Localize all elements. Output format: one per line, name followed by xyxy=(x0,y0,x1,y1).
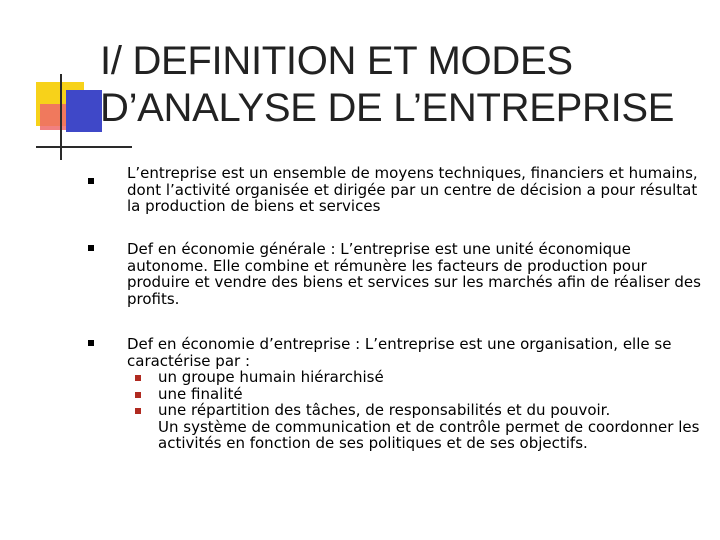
slide-title xyxy=(100,38,680,132)
sub-list-item xyxy=(127,369,702,386)
sub-list-item xyxy=(127,386,702,403)
logo-horizontal-line xyxy=(36,146,132,148)
logo-red-square xyxy=(40,104,66,130)
sub-bullet-list xyxy=(127,369,702,419)
square-bullet-icon xyxy=(88,245,94,251)
continuation-text: Un système de communication et de contrôle permet de coordonner les activités en fonction de ses politiques et de ses objectifs. xyxy=(158,417,700,452)
logo-blue-square xyxy=(66,90,102,132)
red-square-bullet-icon xyxy=(135,392,141,398)
sub-item-text: une répartition des tâches, de responsabilités et du pouvoir. xyxy=(158,401,611,419)
bullet-text: L’entreprise est un ensemble de moyens techniques, financiers et humains, dont l’activité organisée et dirigée par un centre de décision a pour résultat la production de biens et services xyxy=(127,164,698,215)
red-square-bullet-icon xyxy=(135,408,141,414)
bullet-text: Def en économie générale : L’entreprise est une unité économique autonome. Elle combine et rémunère les facteurs de production pour produire et vendre des biens et services sur les marchés afin de réaliser des profits. xyxy=(127,240,701,308)
bullet-main-text: Def en économie d’entreprise : L’entreprise est une organisation, elle se caractérise par : xyxy=(127,335,672,370)
square-bullet-icon xyxy=(88,340,94,346)
sub-item-text: une finalité xyxy=(158,384,243,403)
sub-list-item xyxy=(127,402,702,419)
title-line-2: D’ANALYSE DE L’ENTREPRISE xyxy=(100,86,675,130)
bullet-text xyxy=(127,336,702,452)
sub-item-text: un groupe humain hiérarchisé xyxy=(158,368,384,386)
square-bullet-icon xyxy=(88,178,94,184)
red-square-bullet-icon xyxy=(135,375,141,381)
title-line-1: I/ DEFINITION ET MODES xyxy=(100,39,573,83)
